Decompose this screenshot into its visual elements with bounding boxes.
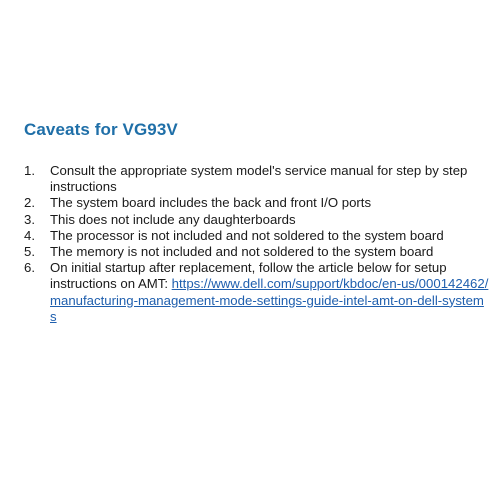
caveat-list (24, 163, 490, 325)
caveat-number: 4. (24, 227, 35, 243)
caveat-number: 1. (24, 163, 35, 178)
caveat-item-2 (24, 195, 490, 211)
caveat-item-3 (24, 212, 490, 228)
caveat-number: 2. (24, 195, 35, 211)
caveat-text: On initial startup after replacement, follow the article below for setup instructions on AMT: (50, 260, 447, 292)
caveat-text: Consult the appropriate system model's service manual for step by step instructions (50, 163, 468, 195)
caveat-number: 6. (24, 260, 35, 276)
slide-title: Caveats for VG93V (24, 120, 178, 139)
caveat-text-with-link (50, 260, 490, 325)
caveat-text: The system board includes the back and front I/O ports (50, 195, 372, 211)
caveat-number: 5. (24, 244, 35, 260)
caveat-item-5 (24, 244, 490, 260)
caveat-item-1 (24, 163, 490, 195)
caveat-text: The processor is not included and not soldered to the system board (50, 227, 444, 243)
caveat-number: 3. (24, 211, 35, 227)
caveat-text: The memory is not included and not soldered to the system board (50, 244, 434, 260)
caveat-item-4 (24, 228, 490, 244)
amt-support-article-link[interactable]: https://www.dell.com/support/kbdoc/en-us/000142462/manufacturing-management-mode-settings-guide-intel-amt-on-dell-systems (50, 276, 489, 324)
caveat-text: This does not include any daughterboards (50, 211, 296, 227)
caveat-item-6 (24, 260, 490, 325)
